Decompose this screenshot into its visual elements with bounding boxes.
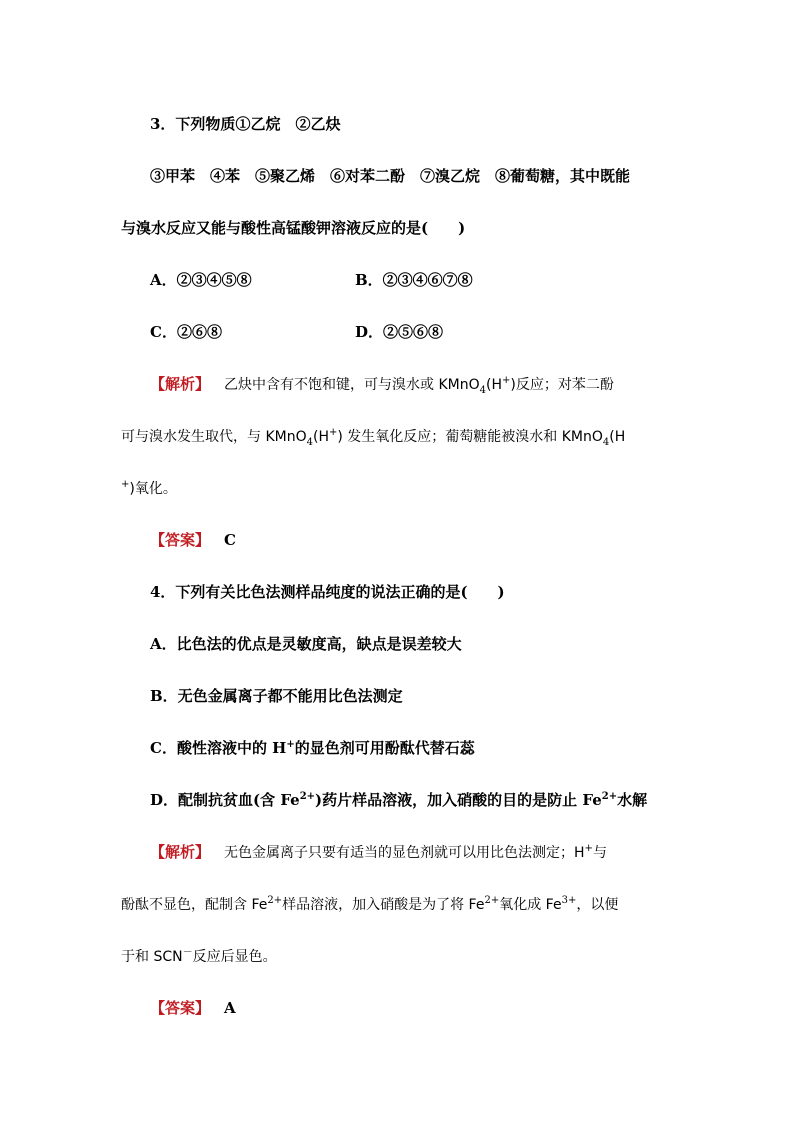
q3-analysis-line1: 【解析】 乙炔中含有不饱和键，可与溴水或 KMnO$_4$(H+)反应；对苯二酚 [150, 375, 614, 396]
q3-stem-line3: 与溴水反应又能与酸性高锰酸钾溶液反应的是( ) [121, 219, 466, 237]
q4-option-d: D．配制抗贫血(含 $Fe^{2+}$)药片样品溶液，加入硝酸的目的是防止 $Fe^{2+}$水解 [150, 791, 648, 809]
answer-value: C [224, 531, 236, 549]
q3-stem-line2: ③甲苯 ④苯 ⑤聚乙烯 ⑥对苯二酚 ⑦溴乙烷 ⑧葡萄糖，其中既能 [150, 167, 631, 185]
analysis-label: 【解析】 [150, 843, 211, 861]
answer-label: 【答案】 [150, 999, 211, 1017]
answer-value: A [224, 999, 236, 1017]
q3-answer [150, 530, 236, 550]
q4-option-c: C．酸性溶液中的 H+的显色剂可用酚酞代替石蕊 [150, 739, 475, 757]
q3-option-d: D．②⑤⑥⑧ [355, 323, 444, 341]
q4-option-b: B．无色金属离子都不能用比色法测定 [150, 687, 403, 705]
q4-answer [150, 998, 236, 1018]
q4-analysis-line1: 【解析】 无色金属离子只要有适当的显色剂就可以用比色法测定；H+与 [150, 843, 607, 861]
q3-stem-line1: 3．下列物质①乙烷 ②乙炔 [150, 115, 341, 133]
q4-analysis-line3: 于和 SCN－反应后显色。 [121, 947, 277, 965]
q3-option-b: B．②③④⑥⑦⑧ [355, 271, 473, 289]
q3-analysis-line3: +)氧化。 [121, 479, 177, 497]
q3-analysis-line2: 可与溴水发生取代，与 KMnO$_4$(H+) 发生氧化反应；葡萄糖能被溴水和 KMnO$_4$(H [121, 427, 626, 448]
q3-option-c: C．②⑥⑧ [150, 323, 222, 341]
answer-label: 【答案】 [150, 531, 211, 549]
q4-analysis-line2: 酚酞不显色，配制含 $Fe^{2+}$样品溶液，加入硝酸是为了将 $Fe^{2+}$氧化成 $Fe^{3+}$，以便 [121, 895, 619, 913]
analysis-label: 【解析】 [150, 375, 211, 393]
q4-option-a: A．比色法的优点是灵敏度高，缺点是误差较大 [150, 635, 462, 653]
q4-stem: 4．下列有关比色法测样品纯度的说法正确的是( ) [150, 583, 505, 601]
q3-option-a: A．②③④⑤⑧ [150, 271, 252, 289]
